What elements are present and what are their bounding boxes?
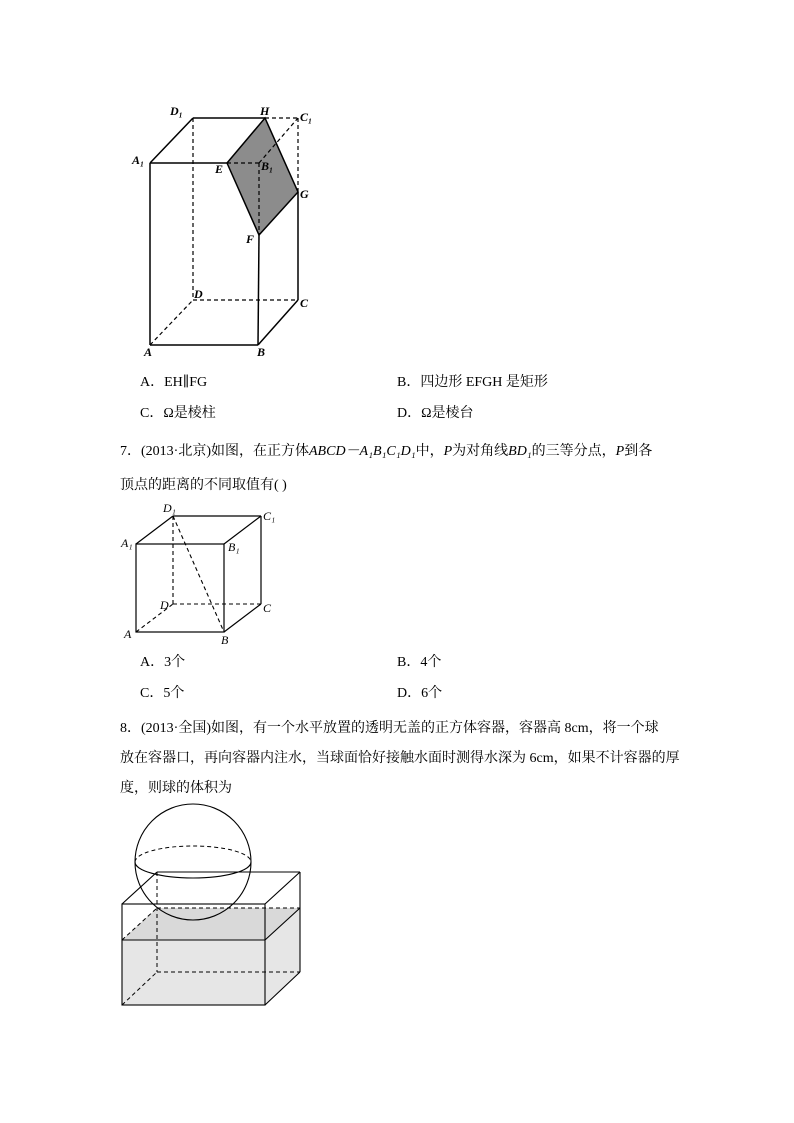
label-f: F xyxy=(246,232,255,246)
q7-label-b: B xyxy=(221,633,229,647)
q7-p2: P xyxy=(615,444,625,459)
q8-line1: 8．(2013·全国)如图，有一个水平放置的透明无盖的正方体容器，容器高 8cm，将一个球 xyxy=(120,721,659,736)
q8-line3: 度，则球的体积为 xyxy=(120,781,232,796)
label-c1: C₁ xyxy=(300,110,313,124)
q7-label-b1: B₁ xyxy=(228,540,240,554)
q7-option-c: C．5个 xyxy=(140,686,185,701)
q7-label-a1: A₁ xyxy=(121,536,133,550)
label-a1: A₁ xyxy=(132,153,145,167)
q8-line2: 放在容器口，再向容器内注水，当球面恰好接触水面时测得水深为 6cm，如果不计容器的厚 xyxy=(120,751,680,766)
q6-option-d: D．Ω是棱台 xyxy=(397,406,474,421)
label-e: E xyxy=(215,162,224,176)
q7-diagonal: BD₁ xyxy=(508,444,532,459)
q7-label-d1: D₁ xyxy=(163,501,176,515)
q7-label-c: C xyxy=(263,601,272,615)
label-a: A xyxy=(144,345,153,359)
q7-label-d: D xyxy=(160,598,169,612)
q7-mid2: 为对角线 xyxy=(452,444,509,459)
sphere xyxy=(135,804,251,920)
q7-label-a: A xyxy=(124,627,132,641)
q6-option-b: B．四边形 EFGH 是矩形 xyxy=(397,375,548,390)
q7-end: 到各 xyxy=(624,444,653,459)
q6-option-a: A．EH∥FG xyxy=(140,375,208,390)
sphere-equator-back xyxy=(135,846,251,862)
q7-option-a: A．3个 xyxy=(140,655,186,670)
label-c: C xyxy=(300,296,309,310)
label-g: G xyxy=(300,187,309,201)
q7-label-c1: C₁ xyxy=(263,509,276,523)
label-h: H xyxy=(260,104,270,118)
label-b: B xyxy=(257,345,266,359)
label-b1: B₁ xyxy=(261,159,274,173)
q7-p1: P xyxy=(443,444,453,459)
q7-mid3: 的三等分点， xyxy=(531,444,616,459)
q7-option-b: B．4个 xyxy=(397,655,442,670)
label-d: D xyxy=(194,287,203,301)
q7-option-d: D．6个 xyxy=(397,686,443,701)
label-d1: D₁ xyxy=(170,104,183,118)
q7-cube-name: ABCD－A₁B₁C₁D₁ xyxy=(309,444,416,459)
q7-prefix: 7．(2013·北京)如图，在正方体 xyxy=(120,444,309,459)
q7-line2: 顶点的距离的不同取值有( ) xyxy=(120,478,287,493)
q7-mid1: 中， xyxy=(415,444,444,459)
q6-option-c: C．Ω是棱柱 xyxy=(140,406,216,421)
